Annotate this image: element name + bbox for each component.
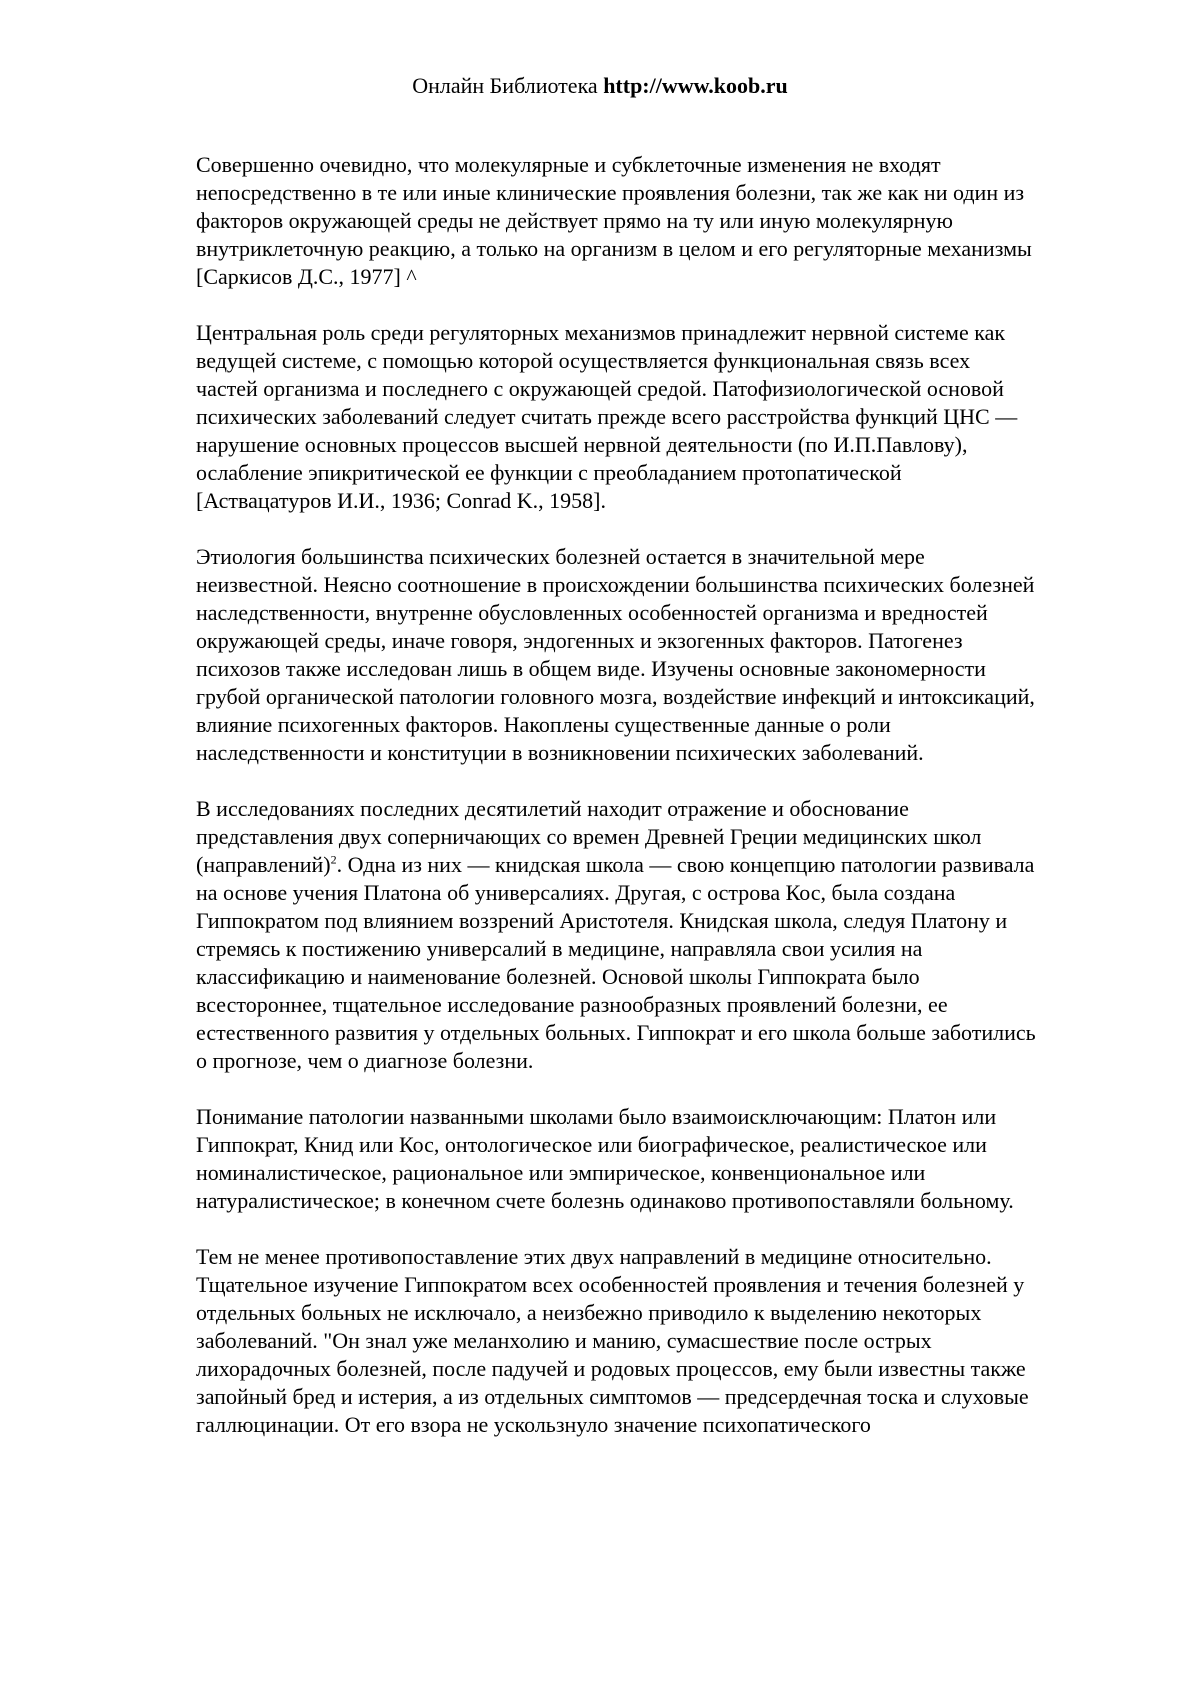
paragraph: Этиология большинства психических болезней остается в значительной мере неизвестной. Неясно соотношение в происхождении большинства психических болезней наследственности, внутренне обусловленных особенностей организма и вредностей окружающей среды, иначе говоря, эндогенных и экзогенных факторов. Патогенез психозов также исследован лишь в общем виде. Изучены основные закономерности грубой органической патологии головного мозга, воздействие инфекций и интоксикаций, влияние психогенных факторов. Накоплены существенные данные о роли наследственности и конституции в возникновении психических заболеваний.	[196, 544, 1035, 765]
document-body	[196, 151, 1036, 1439]
site-url[interactable]: http://www.koob.ru	[603, 73, 788, 98]
paragraph: Понимание патологии названными школами было взаимоисключающим: Платон или Гиппократ, Книд или Кос, онтологическое или биографическое, реалистическое или номиналистическое, рациональное или эмпирическое, конвенциональное или натуралистическое; в конечном счете болезнь одинаково противопоставляли больному.	[196, 1104, 1014, 1213]
paragraph: Совершенно очевидно, что молекулярные и субклеточные изменения не входят непосредственно в те или иные клинические проявления болезни, так же как ни один из факторов окружающей среды не действует прямо на ту или иную молекулярную внутриклеточную реакцию, а только на организм в целом и его регуляторные механизмы [Саркисов Д.С., 1977] ^	[196, 152, 1032, 289]
paragraph	[196, 795, 1036, 1075]
paragraph-text: В исследованиях последних десятилетий находит отражение и обоснование представления двух соперничающих со времен Древней Греции медицинских школ (направлений)	[196, 796, 982, 877]
paragraph-text: . Одна из них — книдская школа — свою концепцию патологии развивала на основе учения Платона об универсалиях. Другая, с острова Кос, была создана Гиппократом под влиянием воззрений Аристотеля. Книдская школа, следуя Платону и стремясь к постижению универсалий в медицине, направляла свои усилия на классификацию и наименование болезней. Основой школы Гиппократа было всестороннее, тщательное исследование разнообразных проявлений болезни, ее естественного развития у отдельных больных. Гиппократ и его школа больше заботились о прогнозе, чем о диагнозе болезни.	[196, 852, 1036, 1073]
page-header	[0, 72, 1200, 100]
paragraph: Тем не менее противопоставление этих двух направлений в медицине относительно. Тщательное изучение Гиппократом всех особенностей проявления и течения болезней у отдельных больных не исключало, а неизбежно приводило к выделению некоторых заболеваний. "Он знал уже меланхолию и манию, сумасшествие после острых лихорадочных болезней, после падучей и родовых процессов, ему были известны также запойный бред и истерия, а из отдельных симптомов — предсердечная тоска и слуховые галлюцинации. От его взора не ускользнуло значение психопатического	[196, 1244, 1029, 1437]
footnote-marker: 2	[330, 852, 337, 867]
site-name: Онлайн Библиотека	[412, 73, 604, 98]
paragraph: Центральная роль среди регуляторных механизмов принадлежит нервной системе как ведущей системе, с помощью которой осуществляется функциональная связь всех частей организма и последнего с окружающей средой. Патофизиологической основой психических заболеваний следует считать прежде всего расстройства функций ЦНС — нарушение основных процессов высшей нервной деятельности (по И.П.Павлову), ослабление эпикритической ее функции с преобладанием протопатической [Аствацатуров И.И., 1936; Conrad K., 1958].	[196, 320, 1018, 513]
